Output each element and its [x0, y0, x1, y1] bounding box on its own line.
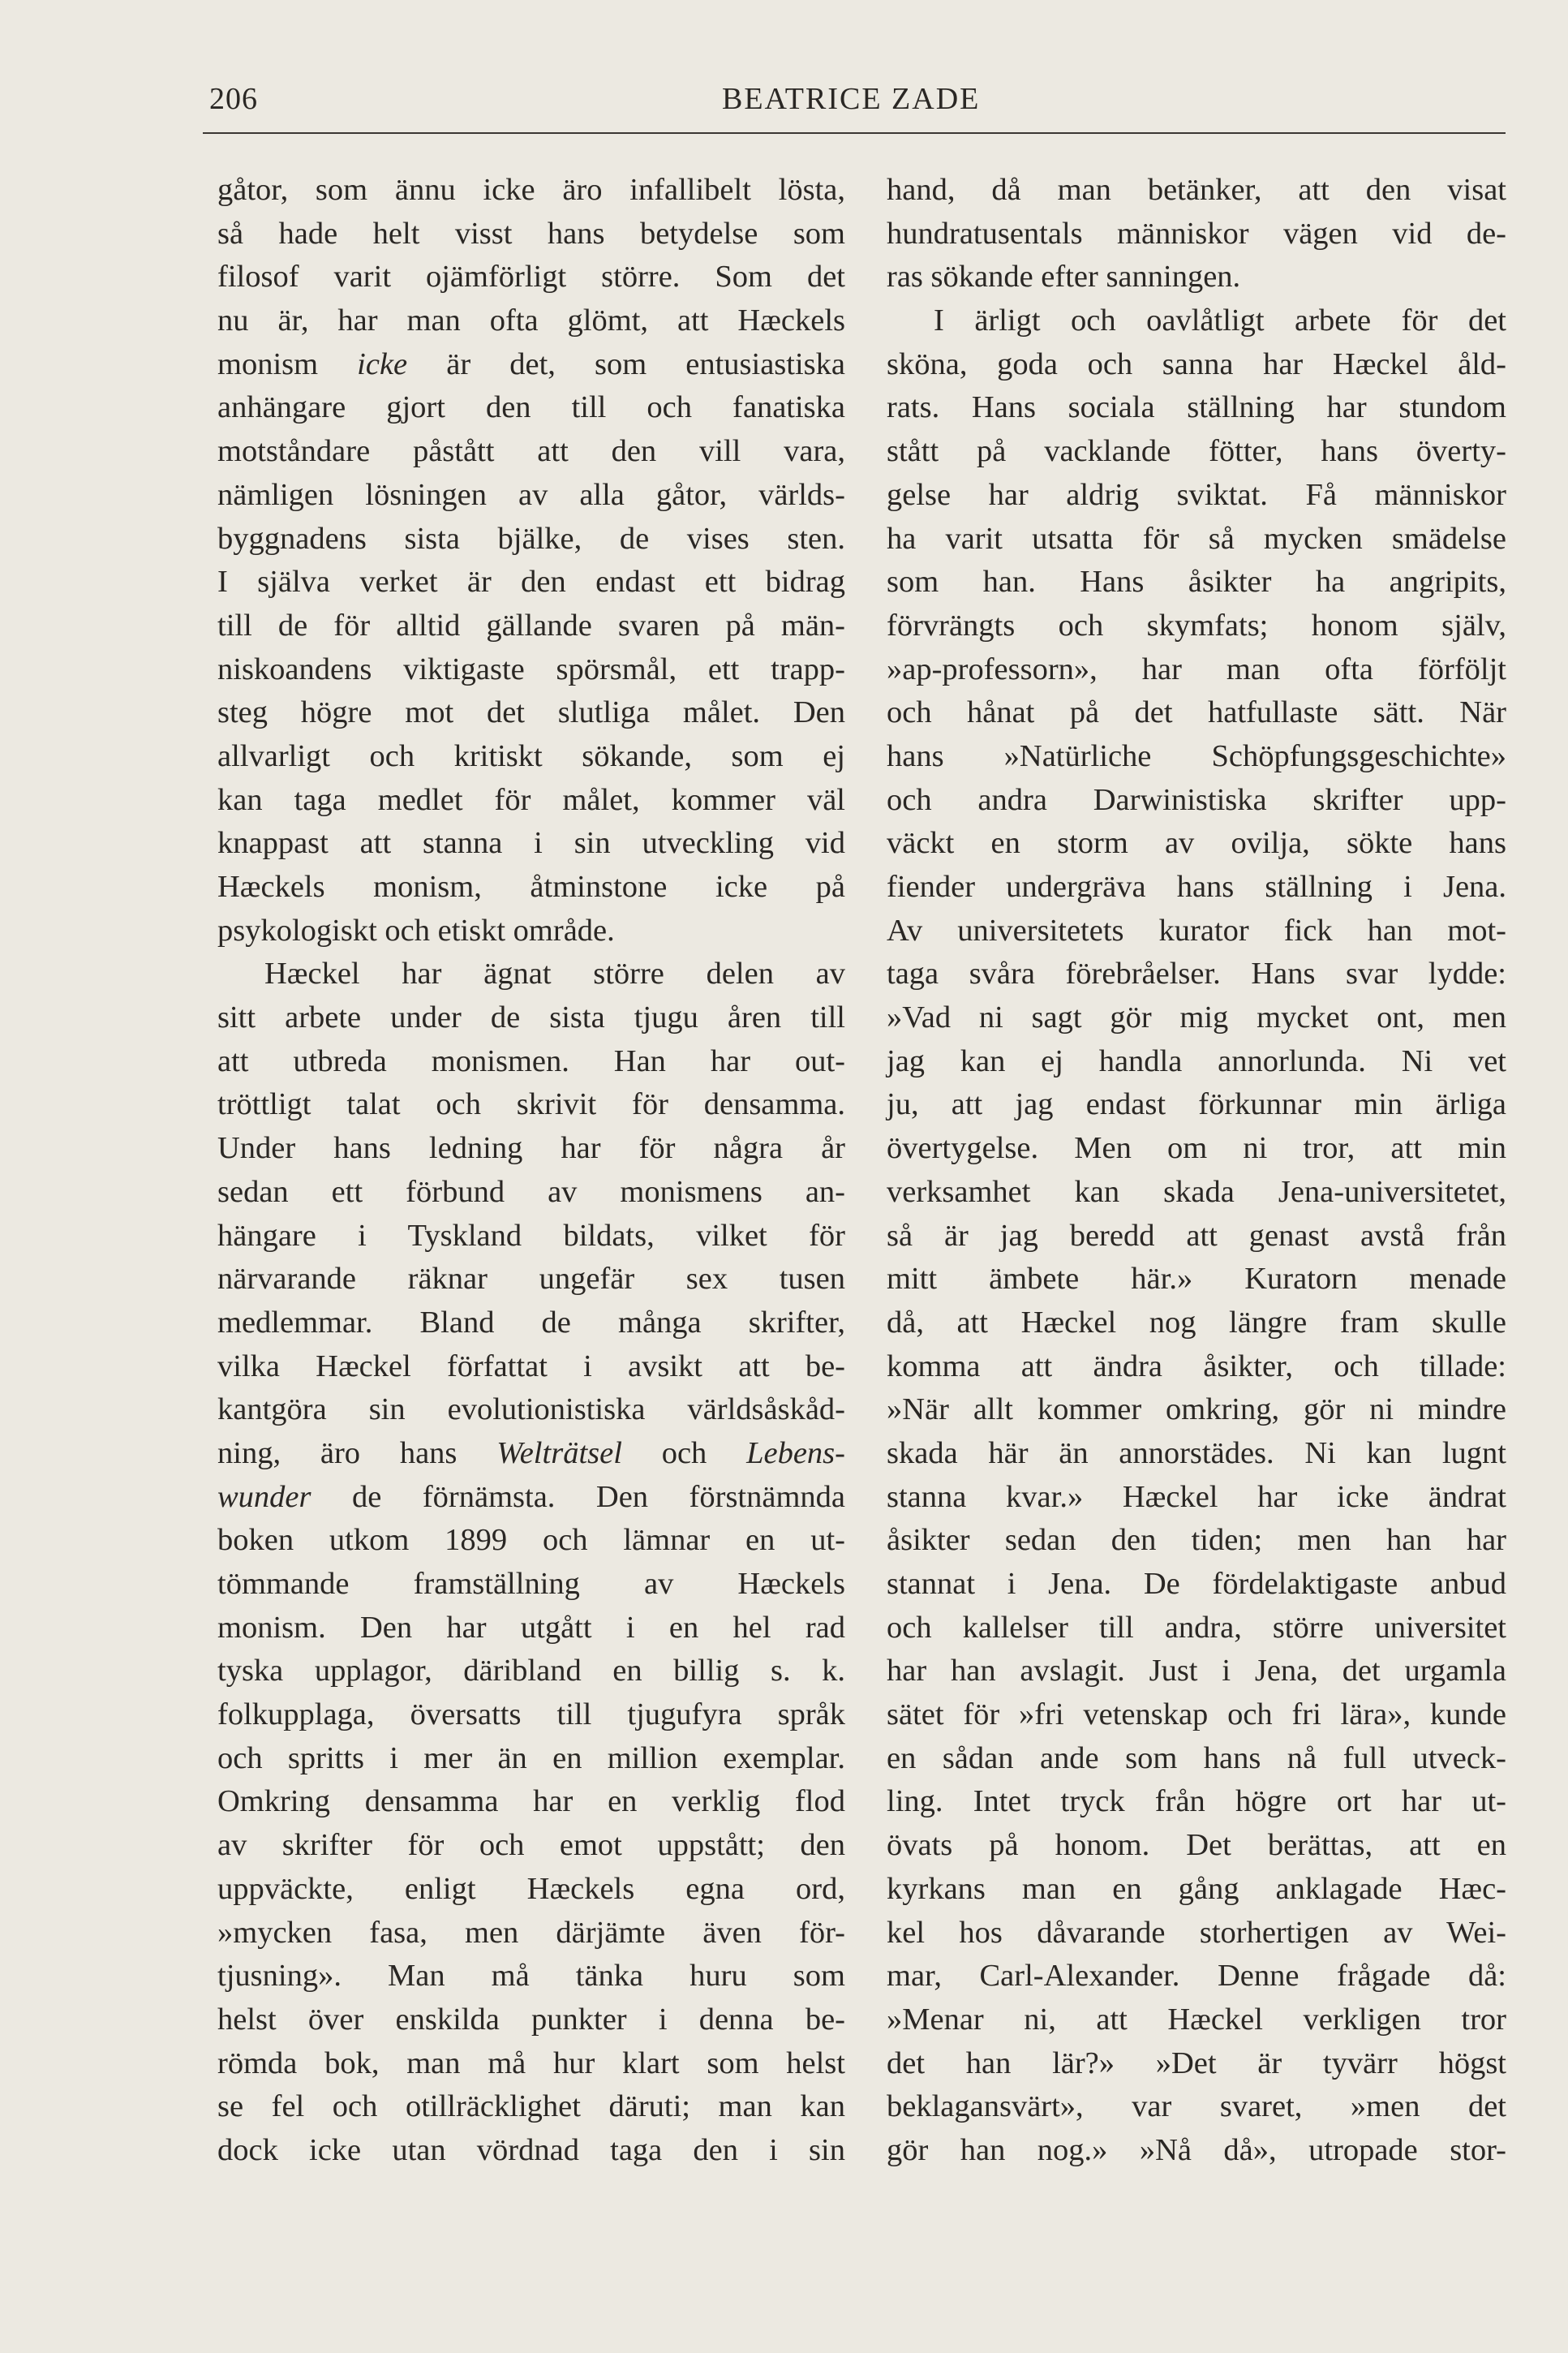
text-line: hängare i Tyskland bildats, vilket för: [217, 1218, 845, 1253]
text-line: tröttligt talat och skrivit för densamma.: [217, 1087, 845, 1122]
text-line: väckt en storm av ovilja, sökte hans: [887, 826, 1506, 861]
text-line: förvrängts och skymfats; honom själv,: [887, 608, 1506, 643]
text-run: ning, äro hans: [217, 1435, 497, 1470]
text-line: övertygelse. Men om ni tror, att min: [887, 1131, 1506, 1166]
text-line: allvarligt och kritiskt sökande, som ej: [217, 738, 845, 773]
right-text-column: [887, 169, 1506, 2173]
text-line: stanna kvar.» Hæckel har icke ändrat: [887, 1479, 1506, 1514]
text-line: se fel och otillräcklighet däruti; man kan: [217, 2089, 845, 2124]
text-line: niskoandens viktigaste spörsmål, ett trapp-: [217, 652, 845, 686]
text-line: stannat i Jena. De fördelaktigaste anbud: [887, 1567, 1506, 1601]
text-line: uppväckte, enligt Hæckels egna ord,: [217, 1871, 845, 1906]
text-line: ju, att jag endast förkunnar min ärliga: [887, 1087, 1506, 1122]
text-line: dock icke utan vördnad taga den i sin: [217, 2132, 845, 2167]
text-line: och hånat på det hatfullaste sätt. När: [887, 695, 1506, 730]
text-line: fiender undergräva hans ställning i Jena.: [887, 870, 1506, 904]
text-line: Under hans ledning har för några år: [217, 1131, 845, 1166]
text-line: anhängare gjort den till och fanatiska: [217, 390, 845, 425]
text-line: åsikter sedan den tiden; men han har: [887, 1523, 1506, 1558]
text-line: Av universitetets kurator fick han mot-: [887, 913, 1506, 948]
text-line: sitt arbete under de sista tjugu åren till: [217, 1000, 845, 1035]
text-line: nu är, har man ofta glömt, att Hæckels: [217, 303, 845, 338]
italic-title: Lebens-: [746, 1435, 845, 1470]
text-line: rats. Hans sociala ställning har stundom: [887, 390, 1506, 425]
text-line: knappast att stanna i sin utveckling vid: [217, 826, 845, 861]
header-rule: [203, 132, 1506, 134]
text-line: gelse har aldrig sviktat. Få människor: [887, 477, 1506, 512]
text-line: kan taga medlet för målet, kommer väl: [217, 782, 845, 817]
text-line: jag kan ej handla annorlunda. Ni vet: [887, 1043, 1506, 1078]
text-line: filosof varit ojämförligt större. Som det: [217, 260, 845, 295]
text-run: monism: [217, 346, 358, 381]
text-line: gör han nog.» »Nå då», utropade stor-: [887, 2132, 1506, 2167]
text-line: av skrifter för och emot uppstått; den: [217, 1828, 845, 1863]
text-line: beklagansvärt», var svaret, »men det: [887, 2089, 1506, 2124]
text-line: kel hos dåvarande storhertigen av Wei-: [887, 1915, 1506, 1950]
text-line: sköna, goda och sanna har Hæckel åld-: [887, 346, 1506, 381]
italic-title: wunder: [217, 1479, 311, 1514]
text-line: mitt ämbete här.» Kuratorn menade: [887, 1262, 1506, 1297]
text-line: gåtor, som ännu icke äro infallibelt lösta,: [217, 173, 845, 207]
text-line: sedan ett förbund av monismens an-: [217, 1174, 845, 1209]
text-line: motståndare påstått att den vill vara,: [217, 434, 845, 469]
text-line: komma att ändra åsikter, och tillade:: [887, 1349, 1506, 1383]
text-line: mar, Carl-Alexander. Denne frågade då:: [887, 1959, 1506, 1994]
text-line: tjusning». Man må tänka huru som: [217, 1959, 845, 1994]
text-line: Omkring densamma har en verklig flod: [217, 1784, 845, 1819]
text-line: så är jag beredd att genast avstå från: [887, 1218, 1506, 1253]
text-line: I själva verket är den endast ett bidrag: [217, 565, 845, 600]
italic-title: Welträtsel: [496, 1435, 622, 1470]
text-line: helst över enskilda punkter i denna be-: [217, 2002, 845, 2037]
text-line: att utbreda monismen. Han har out-: [217, 1043, 845, 1078]
text-line: nämligen lösningen av alla gåtor, världs-: [217, 477, 845, 512]
text-line: och kallelser till andra, större universitet: [887, 1610, 1506, 1645]
italic-title: icke: [357, 346, 408, 381]
text-line: hand, då man betänker, att den visat: [887, 173, 1506, 207]
text-line: närvarande räknar ungefär sex tusen: [217, 1262, 845, 1297]
text-line: hundratusentals människor vägen vid de-: [887, 216, 1506, 251]
text-line: römda bok, man må hur klart som helst: [217, 2045, 845, 2080]
text-line: ha varit utsatta för så mycken smädelse: [887, 521, 1506, 556]
text-line: övats på honom. Det berättas, att en: [887, 1828, 1506, 1863]
text-line: hans »Natürliche Schöpfungsgeschichte»: [887, 738, 1506, 773]
text-line: I ärligt och oavlåtligt arbete för det: [934, 303, 1506, 338]
text-run: är det, som entusiastiska: [407, 346, 845, 381]
text-line: [217, 1476, 845, 1520]
text-line: och spritts i mer än en million exemplar.: [217, 1740, 845, 1775]
running-head: BEATRICE ZADE: [722, 82, 981, 116]
text-run: de förnämsta. Den förstnämnda: [311, 1479, 845, 1514]
text-line: boken utkom 1899 och lämnar en ut-: [217, 1523, 845, 1558]
text-line: verksamhet kan skada Jena-universitetet,: [887, 1174, 1506, 1209]
page-number: 206: [209, 82, 258, 116]
text-line: byggnadens sista bjälke, de vises sten.: [217, 521, 845, 556]
text-line: skada här än annorstädes. Ni kan lugnt: [887, 1435, 1506, 1470]
text-line: så hade helt visst hans betydelse som: [217, 216, 845, 251]
text-line: steg högre mot det slutliga målet. Den: [217, 695, 845, 730]
text-line: har han avslagit. Just i Jena, det urgamla: [887, 1654, 1506, 1688]
left-text-column: [217, 169, 845, 2173]
text-line: tömmande framställning av Hæckels: [217, 1567, 845, 1601]
text-line: Hæckels monism, åtminstone icke på: [217, 870, 845, 904]
text-line: sätet för »fri vetenskap och fri lära», kunde: [887, 1697, 1506, 1732]
text-line: monism. Den har utgått i en hel rad: [217, 1610, 845, 1645]
text-line: »ap-professorn», har man ofta förföljt: [887, 652, 1506, 686]
text-line: det han lär?» »Det är tyvärr högst: [887, 2045, 1506, 2080]
text-line: ras sökande efter sanningen.: [887, 260, 1241, 295]
text-line: folkupplaga, översatts till tjugufyra språk: [217, 1697, 845, 1732]
text-line: kantgöra sin evolutionistiska världsåskåd-: [217, 1392, 845, 1427]
text-line: kyrkans man en gång anklagade Hæc-: [887, 1871, 1506, 1906]
text-line: »När allt kommer omkring, gör ni mindre: [887, 1392, 1506, 1427]
text-line: [217, 343, 845, 387]
text-line: som han. Hans åsikter ha angripits,: [887, 565, 1506, 600]
text-line: [217, 1432, 845, 1476]
text-line: »Menar ni, att Hæckel verkligen tror: [887, 2002, 1506, 2037]
text-line: stått på vacklande fötter, hans överty-: [887, 434, 1506, 469]
text-line: »mycken fasa, men därjämte även för-: [217, 1915, 845, 1950]
text-line: vilka Hæckel författat i avsikt att be-: [217, 1349, 845, 1383]
page-header: [209, 81, 1507, 127]
text-run: och: [621, 1435, 747, 1470]
text-line: tyska upplagor, däribland en billig s. k.: [217, 1654, 845, 1688]
text-line: taga svåra förebråelser. Hans svar lydde:: [887, 957, 1506, 992]
text-line: då, att Hæckel nog längre fram skulle: [887, 1305, 1506, 1340]
text-line: en sådan ande som hans nå full utveck-: [887, 1740, 1506, 1775]
text-line: medlemmar. Bland de många skrifter,: [217, 1305, 845, 1340]
text-line: Hæckel har ägnat större delen av: [264, 957, 845, 992]
text-line: och andra Darwinistiska skrifter upp-: [887, 782, 1506, 817]
text-line: till de för alltid gällande svaren på män-: [217, 608, 845, 643]
text-line: psykologiskt och etiskt område.: [217, 913, 615, 948]
text-line: ling. Intet tryck från högre ort har ut-: [887, 1784, 1506, 1819]
text-line: »Vad ni sagt gör mig mycket ont, men: [887, 1000, 1506, 1035]
